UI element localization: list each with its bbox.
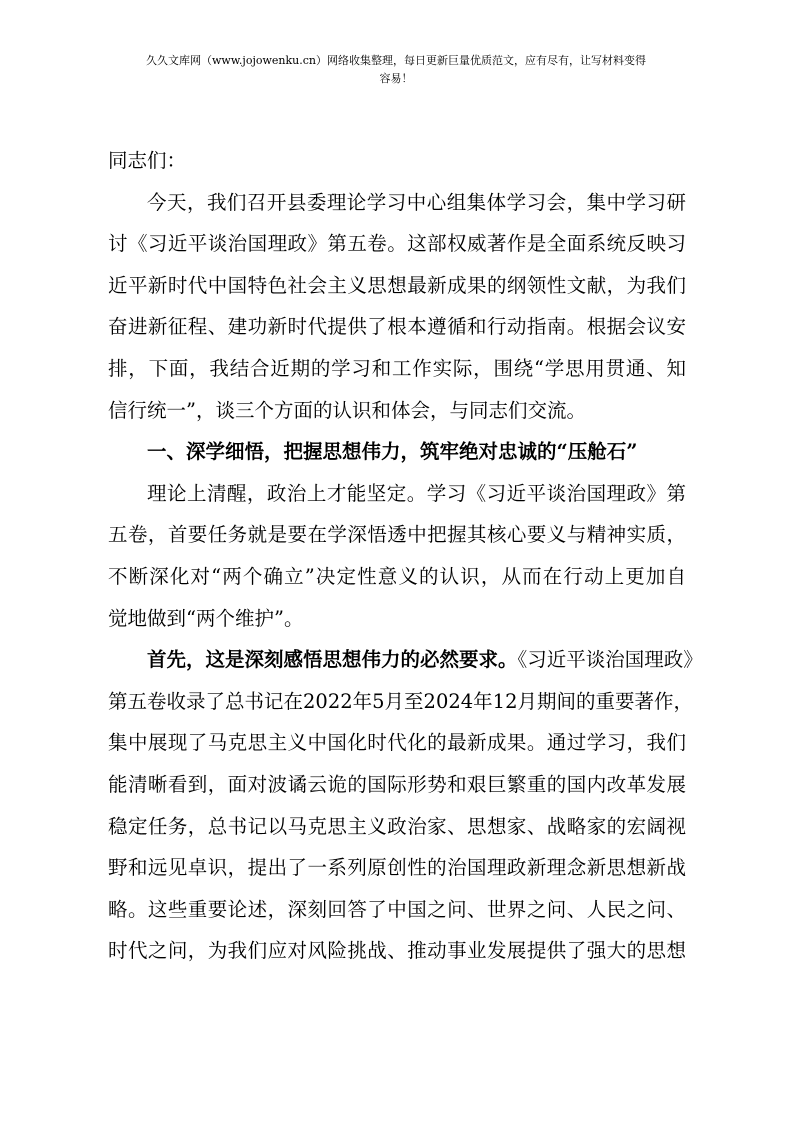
paragraph-lead-line (108, 639, 703, 681)
paragraph-line: 今天，我们召开县委理论学习中心组集体学习会，集中学习研 (147, 190, 686, 214)
section-heading-1: 一、深学细悟，把握思想伟力，筑牢绝对忠诚的“压舱石” (147, 440, 638, 464)
header-line-2: 容易！ (379, 72, 413, 85)
paragraph-line: 第五卷收录了总书记在2022年5月至2024年12月期间的重要著作， (108, 689, 693, 713)
paragraph-line: 讨《习近平谈治国理政》第五卷。这部权威著作是全面系统反映习 (108, 232, 686, 256)
paragraph-line: 集中展现了马克思主义中国化时代化的最新成果。通过学习，我们 (108, 731, 686, 755)
paragraph-line: 信行统一”，谈三个方面的认识和体会，与同志们交流。 (108, 398, 586, 422)
paragraph-line: 野和远见卓识，提出了一系列原创性的治国理政新理念新思想新战 (108, 856, 686, 880)
paragraph-first-point (108, 639, 703, 972)
paragraph-line: 奋进新征程、建功新时代提供了根本遵循和行动指南。根据会议安 (108, 315, 686, 339)
paragraph-intro (108, 182, 686, 432)
paragraph-line: 时代之问，为我们应对风险挑战、推动事业发展提供了强大的思想 (108, 939, 686, 963)
paragraph-line: 不断深化对“两个确立”决定性意义的认识，从而在行动上更加自 (108, 564, 686, 588)
paragraph-line: 理论上清醒，政治上才能坚定。学习《习近平谈治国理政》第 (147, 481, 686, 505)
paragraph-line: 略。这些重要论述，深刻回答了中国之问、世界之问、人民之问、 (108, 897, 686, 921)
page-header (96, 52, 696, 88)
paragraph-line: 五卷，首要任务就是要在学深悟透中把握其核心要义与精神实质， (108, 523, 686, 547)
salutation: 同志们： (108, 149, 187, 172)
lead-sentence-bold: 首先，这是深刻感悟思想伟力的必然要求。 (147, 648, 518, 672)
paragraph-theory (108, 473, 686, 639)
header-line-1: 久久文库网（www.jojowenku.cn）网络收集整理，每日更新巨量优质范文，应有尽有，让写材料变得 (145, 54, 646, 67)
document-body (108, 140, 703, 972)
paragraph-line: 排，下面，我结合近期的学习和工作实际，围绕“学思用贯通、知 (108, 356, 686, 380)
lead-sentence-rest: 《习近平谈治国理政》 (517, 648, 703, 672)
paragraph-line: 能清晰看到，面对波谲云诡的国际形势和艰巨繁重的国内改革发展 (108, 772, 686, 796)
paragraph-line: 觉地做到“两个维护”。 (108, 606, 304, 630)
paragraph-line: 稳定任务，总书记以马克思主义政治家、思想家、战略家的宏阔视 (108, 814, 686, 838)
paragraph-line: 近平新时代中国特色社会主义思想最新成果的纲领性文献，为我们 (108, 273, 686, 297)
